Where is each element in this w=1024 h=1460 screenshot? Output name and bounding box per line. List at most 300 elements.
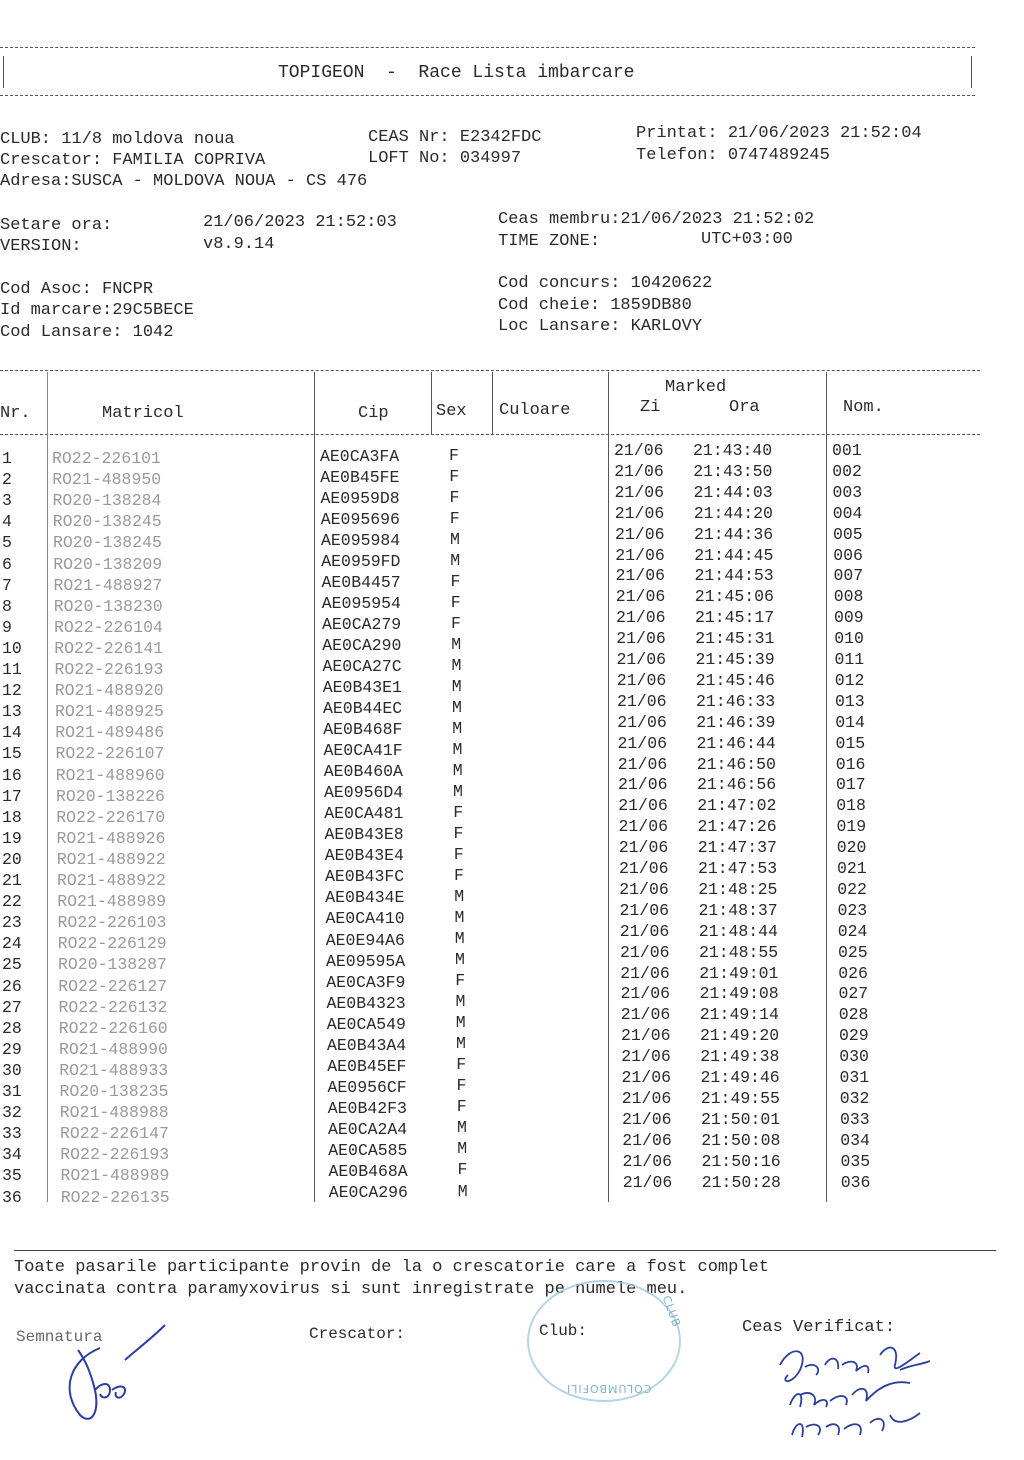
cell-cip: AE0CA41F (323, 741, 403, 761)
cell-nom: 030 (839, 1047, 869, 1067)
cell-nr: 19 (2, 828, 22, 848)
stamp-text-right: CLUB (659, 1293, 684, 1330)
cell-nr: 17 (2, 786, 22, 806)
cell-zi: 21/06 (622, 1172, 673, 1192)
cell-nom: 036 (840, 1172, 871, 1192)
cell-ora: 21:47:53 (698, 859, 778, 878)
cell-zi: 21/06 (616, 629, 666, 649)
cell-ora: 21:45:46 (695, 670, 775, 690)
cell-nom: 019 (836, 817, 867, 837)
cell-matricol: RO22-226129 (57, 934, 167, 954)
cell-nom: 032 (839, 1088, 870, 1108)
cell-zi: 21/06 (620, 963, 670, 983)
crescator-label: Crescator: (309, 1325, 406, 1343)
cell-cip: AE0B43FC (325, 867, 405, 887)
cell-cip: AE0CA3F9 (326, 972, 406, 992)
cell-matricol: RO22-226170 (56, 807, 166, 827)
cell-matricol: RO21-488988 (59, 1103, 169, 1123)
cell-ora: 21:49:20 (700, 1026, 780, 1046)
cell-matricol: RO22-226104 (54, 617, 163, 637)
cell-ora: 21:49:38 (700, 1047, 780, 1067)
setare-ora-label: Setare ora: (0, 216, 113, 235)
cell-cip: AE095696 (320, 509, 400, 529)
cell-nr: 21 (2, 871, 22, 890)
table-header-top-rule (0, 370, 980, 371)
cell-sex: M (454, 929, 465, 949)
table-row (0, 629, 1024, 660)
table-row (0, 503, 1024, 533)
cell-nr: 29 (2, 1039, 22, 1059)
ceas-nr-field: CEAS Nr: E2342FDC (368, 128, 542, 147)
col-header-culoare: Culoare (499, 401, 571, 420)
cell-ora: 21:45:39 (695, 650, 775, 669)
cell-cip: AE0E94A6 (325, 930, 405, 950)
col-header-nom: Nom. (843, 398, 884, 417)
cell-nom: 028 (838, 1005, 869, 1025)
cod-asoc-field: Cod Asoc: FNCPR (0, 280, 154, 299)
cell-nom: 006 (833, 545, 863, 565)
table-row (0, 482, 1024, 512)
cell-cip: AE0956D4 (324, 783, 404, 803)
cell-cip: AE0CA279 (322, 614, 402, 634)
cell-nr: 35 (2, 1166, 22, 1186)
cell-zi: 21/06 (617, 733, 668, 753)
cell-ora: 21:46:50 (696, 754, 776, 774)
cell-ora: 21:45:17 (695, 608, 775, 628)
cell-nr: 20 (2, 849, 22, 869)
cell-zi: 21/06 (617, 691, 667, 711)
cell-cip: AE0B42F3 (327, 1098, 407, 1118)
cell-nr: 14 (2, 723, 22, 743)
cell-sex: F (449, 445, 459, 465)
cell-matricol: RO21-488922 (56, 849, 166, 869)
cell-ora: 21:50:16 (701, 1151, 781, 1171)
cell-nom: 033 (840, 1109, 870, 1129)
printat-field: Printat: 21/06/2023 21:52:04 (636, 124, 922, 143)
cell-matricol: RO20-138287 (58, 955, 167, 975)
cell-zi: 21/06 (617, 712, 667, 732)
cell-ora: 21:45:31 (695, 629, 775, 649)
cell-nom: 034 (840, 1130, 870, 1150)
cell-ora: 21:47:02 (697, 796, 777, 816)
cell-zi: 21/06 (614, 503, 665, 523)
cell-nom: 020 (836, 838, 867, 858)
cell-cip: AE0B460A (323, 762, 403, 782)
cell-ora: 21:46:56 (697, 775, 777, 795)
cod-cheie-field: Cod cheie: 1859DB80 (498, 296, 692, 315)
cell-matricol: RO22-226103 (57, 913, 167, 933)
cell-sex: M (454, 887, 465, 907)
cell-zi: 21/06 (615, 566, 666, 586)
cell-matricol: RO22-226132 (58, 997, 168, 1017)
cell-ora: 21:48:37 (698, 900, 778, 920)
cell-sex: M (451, 677, 462, 697)
cell-ora: 21:44:36 (694, 524, 774, 544)
cell-sex: M (452, 761, 463, 781)
cell-zi: 21/06 (614, 482, 665, 502)
cell-zi: 21/06 (618, 775, 668, 795)
cell-zi: 21/06 (620, 1005, 671, 1025)
telefon-field: Telefon: 0747489245 (636, 146, 830, 165)
cell-cip: AE0B4323 (326, 993, 406, 1013)
table-row (0, 461, 1024, 491)
cell-ora: 21:50:08 (701, 1130, 781, 1150)
cell-nom: 027 (838, 984, 869, 1004)
col-header-sex: Sex (436, 402, 467, 421)
cell-sex: M (452, 740, 463, 760)
cell-nom: 025 (838, 942, 868, 962)
cell-sex: M (454, 908, 465, 928)
cell-ora: 21:46:39 (696, 712, 776, 732)
cell-nr: 24 (2, 934, 22, 954)
cell-cip: AE0CA296 (328, 1183, 408, 1202)
cell-nr: 15 (2, 744, 22, 764)
cell-nom: 001 (832, 441, 862, 460)
cell-matricol: RO21-488990 (59, 1039, 168, 1059)
cell-zi: 21/06 (621, 1088, 672, 1108)
cell-nom: 021 (837, 859, 867, 878)
cell-cip: AE0CA290 (322, 635, 402, 655)
declaration-line-1: Toate pasarile participante provin de la o crescatorie care a fost complet (14, 1258, 769, 1277)
cell-matricol: RO22-226147 (60, 1124, 169, 1144)
cell-zi: 21/06 (614, 461, 664, 481)
ceas-verificat-signatures (770, 1335, 950, 1450)
cell-cip: AE0B4457 (321, 572, 401, 592)
cell-nom: 007 (833, 566, 864, 586)
table-row (0, 587, 1024, 618)
cell-cip: AE0B43E1 (322, 678, 402, 698)
cell-ora: 21:43:40 (693, 441, 773, 460)
header-right-border (971, 56, 972, 88)
cell-matricol: RO22-226193 (54, 660, 164, 679)
cell-cip: AE0B468A (328, 1161, 408, 1181)
cell-cip: AE0959D8 (320, 488, 400, 508)
semnatura-label: Semnatura (16, 1328, 103, 1346)
cell-cip: AE0CA3FA (320, 446, 400, 466)
cell-nom: 005 (833, 524, 863, 544)
cell-zi: 21/06 (620, 984, 671, 1004)
cell-sex: F (451, 613, 461, 633)
cell-matricol: RO21-488925 (55, 702, 164, 722)
cell-nr: 10 (2, 638, 22, 658)
cell-nom: 002 (832, 461, 862, 481)
table-row (0, 524, 1024, 554)
declaration-line-2: vaccinata contra paramyxovirus si sunt inregistrate pe numele meu. (14, 1280, 688, 1299)
cell-cip: AE0956CF (327, 1077, 407, 1097)
cell-matricol: RO21-488933 (59, 1060, 169, 1080)
cell-ora: 21:47:37 (697, 838, 777, 858)
id-marcare-field: Id marcare:29C5BECE (0, 301, 194, 320)
cell-nom: 029 (839, 1026, 869, 1046)
adresa-field: Adresa:SUSCA - MOLDOVA NOUA - CS 476 (0, 172, 368, 191)
col-header-matricol: Matricol (102, 404, 184, 423)
club-label: Club: (539, 1322, 588, 1340)
cell-nom: 010 (834, 629, 864, 649)
cell-nom: 004 (832, 503, 863, 523)
col-header-zi: Zi (640, 398, 661, 417)
cell-cip: AE0B45FE (320, 467, 400, 487)
cell-matricol: RO21-488960 (55, 765, 165, 785)
cell-cip: AE09595A (326, 951, 406, 971)
cell-zi: 21/06 (615, 587, 666, 607)
cell-nr: 32 (2, 1103, 22, 1123)
cell-zi: 21/06 (618, 838, 669, 858)
stamp-text-bottom: COLUMBOFILI (566, 1382, 652, 1395)
cell-sex: F (456, 1076, 467, 1096)
cell-ora: 21:48:55 (699, 942, 779, 962)
cell-zi: 21/06 (621, 1026, 671, 1046)
cell-nom: 016 (835, 754, 866, 774)
cell-matricol: RO21-488926 (56, 828, 166, 848)
cell-ora: 21:48:25 (698, 879, 778, 899)
cell-nr: 33 (2, 1124, 22, 1144)
cell-sex: M (450, 550, 461, 570)
cell-matricol: RO21-488920 (54, 681, 164, 701)
ceas-verificat-label: Ceas Verificat: (742, 1318, 896, 1337)
loft-no-field: LOFT No: 034997 (368, 149, 522, 168)
cell-nr: 27 (2, 997, 22, 1017)
cell-matricol: RO20-138245 (52, 512, 162, 532)
cell-nr: 6 (2, 554, 12, 574)
cell-sex: M (457, 1139, 468, 1159)
cell-zi: 21/06 (622, 1130, 672, 1150)
col-header-marked: Marked (665, 378, 727, 397)
cell-matricol: RO22-226141 (54, 638, 164, 658)
cell-ora: 21:44:20 (693, 503, 773, 523)
cell-matricol: RO21-488922 (57, 871, 166, 890)
cell-ora: 21:47:26 (697, 817, 777, 837)
cell-zi: 21/06 (619, 879, 669, 899)
cell-ora: 21:50:28 (701, 1172, 781, 1192)
table-row (0, 650, 1024, 681)
cell-matricol: RO20-138209 (53, 554, 163, 574)
cell-ora: 21:49:01 (699, 963, 779, 983)
col-header-nr: Nr. (0, 404, 31, 423)
cell-sex: F (454, 866, 464, 886)
cell-matricol: RO20-138230 (53, 596, 163, 616)
setare-ora-value: 21/06/2023 21:52:03 (203, 213, 397, 232)
cell-zi: 21/06 (621, 1068, 672, 1087)
cell-zi: 21/06 (619, 921, 670, 941)
cell-nr: 9 (2, 617, 12, 637)
version-label: VERSION: (0, 237, 82, 256)
cell-sex: M (452, 719, 463, 739)
cell-sex: F (457, 1160, 468, 1180)
cell-matricol: RO21-489486 (55, 723, 165, 743)
cell-matricol: RO20-138235 (59, 1082, 169, 1101)
cell-cip: AE0CA481 (324, 804, 404, 824)
cell-cip: AE095954 (321, 593, 401, 613)
cell-ora: 21:46:44 (696, 733, 776, 753)
cell-zi: 21/06 (616, 670, 667, 690)
cell-cip: AE095984 (321, 530, 401, 550)
cell-zi: 21/06 (620, 942, 670, 962)
cell-nr: 5 (2, 533, 12, 553)
cell-sex: M (451, 656, 462, 675)
cell-nr: 23 (2, 913, 22, 933)
version-value: v8.9.14 (203, 235, 275, 254)
cell-sex: F (455, 971, 466, 991)
cell-nr: 13 (2, 702, 22, 722)
cell-sex: M (455, 950, 465, 970)
cell-sex: F (456, 1097, 467, 1117)
cell-sex: F (449, 466, 460, 486)
cell-matricol: RO20-138245 (53, 533, 162, 553)
cell-zi: 21/06 (615, 524, 665, 544)
cell-sex: F (449, 508, 460, 528)
cell-cip: AE0CA27C (322, 657, 402, 676)
cell-matricol: RO21-488989 (60, 1166, 170, 1186)
cell-cip: AE0B434E (325, 888, 405, 908)
table-header-bottom-rule (0, 434, 980, 435)
cell-sex: M (457, 1181, 468, 1201)
cell-nom: 024 (837, 921, 868, 941)
cell-nr: 7 (2, 575, 12, 595)
time-zone-label: TIME ZONE: (498, 232, 601, 251)
col-header-cip: Cip (358, 404, 389, 423)
table-row (0, 608, 1024, 639)
table-row (0, 441, 1024, 470)
header-left-border (3, 56, 4, 88)
table-row (0, 670, 1024, 702)
cell-zi: 21/06 (616, 608, 666, 628)
cell-zi: 21/06 (617, 754, 668, 774)
cell-sex: F (453, 845, 464, 865)
cell-cip: AE0B43E8 (324, 825, 404, 845)
cell-nom: 031 (839, 1068, 870, 1087)
cell-cip: AE0CA2A4 (328, 1119, 408, 1139)
cell-nom: 011 (834, 650, 865, 669)
cell-nom: 015 (835, 733, 866, 753)
cell-nr: 16 (2, 765, 22, 785)
cell-cip: AE0959FD (321, 551, 401, 571)
cell-zi: 21/06 (622, 1151, 673, 1171)
page-title: TOPIGEON - Race Lista imbarcare (278, 63, 635, 83)
cell-matricol: RO22-226107 (55, 744, 165, 764)
cell-nr: 4 (2, 512, 12, 532)
cell-matricol: RO21-488989 (57, 892, 167, 912)
cell-nom: 018 (836, 796, 866, 816)
header-top-rule (0, 47, 975, 48)
cell-ora: 21:49:55 (700, 1088, 780, 1108)
cell-ora: 21:49:14 (699, 1005, 779, 1025)
cell-nr: 26 (2, 976, 22, 996)
cell-nr: 22 (2, 892, 22, 912)
cell-nr: 8 (2, 596, 12, 616)
cell-nr: 31 (2, 1082, 22, 1101)
col-header-ora: Ora (729, 398, 760, 417)
cell-sex: M (453, 782, 463, 802)
semnatura-signature (40, 1320, 180, 1430)
cell-cip: AE0B468F (323, 720, 403, 740)
cell-cip: AE0CA585 (328, 1140, 408, 1160)
cell-ora: 21:49:08 (699, 984, 779, 1004)
cell-nr: 34 (2, 1145, 22, 1165)
col-separator-sex (492, 372, 493, 434)
cell-nom: 023 (837, 900, 868, 920)
cell-matricol: RO22-226135 (60, 1187, 170, 1207)
cell-nom: 009 (834, 608, 864, 628)
cell-matricol: RO22-226193 (60, 1145, 170, 1165)
cell-ora: 21:45:06 (694, 587, 774, 607)
cell-ora: 21:44:03 (693, 482, 773, 502)
cell-zi: 21/06 (614, 441, 664, 460)
cell-cip: AE0B45EF (327, 1056, 407, 1076)
cell-nr: 3 (2, 491, 12, 511)
cell-ora: 21:49:46 (700, 1068, 780, 1087)
cell-matricol: RO22-226101 (52, 449, 161, 468)
cell-ora: 21:44:53 (694, 566, 774, 586)
cell-cip: AE0CA410 (325, 909, 405, 929)
cell-ora: 21:48:44 (698, 921, 778, 941)
cell-sex: M (450, 529, 460, 549)
cell-zi: 21/06 (616, 650, 667, 669)
cell-sex: M (455, 992, 466, 1012)
cell-nom: 012 (834, 670, 865, 690)
cell-ora: 21:50:01 (701, 1109, 781, 1129)
cell-zi: 21/06 (622, 1109, 672, 1129)
ceas-membru-field: Ceas membru:21/06/2023 21:52:02 (498, 210, 815, 229)
cell-nr: 28 (2, 1018, 22, 1038)
crescator-field: Crescator: FAMILIA COPRIVA (0, 151, 266, 170)
cell-nr: 2 (2, 470, 12, 490)
cell-ora: 21:46:33 (696, 691, 776, 711)
footer-rule (14, 1250, 996, 1251)
cell-matricol: RO20-138226 (56, 786, 165, 806)
cell-matricol: RO20-138284 (52, 491, 162, 511)
time-zone-value: UTC+03:00 (701, 230, 793, 249)
cell-sex: F (453, 803, 464, 823)
cell-zi: 21/06 (619, 859, 669, 878)
cell-zi: 21/06 (619, 900, 670, 920)
cod-concurs-field: Cod concurs: 10420622 (498, 274, 713, 293)
cell-matricol: RO21-488950 (52, 470, 162, 490)
cell-zi: 21/06 (618, 817, 669, 837)
cell-nr: 36 (2, 1187, 22, 1207)
cell-nr: 11 (2, 660, 22, 679)
cell-sex: F (450, 592, 461, 612)
header-bottom-rule (0, 95, 975, 96)
col-separator-cip (431, 372, 432, 434)
table-row (0, 545, 1024, 576)
cell-cip: AE0B43A4 (327, 1035, 407, 1055)
cell-sex: M (457, 1118, 467, 1138)
cod-lansare-field: Cod Lansare: 1042 (0, 323, 174, 342)
cell-ora: 21:44:45 (694, 545, 774, 565)
cell-sex: F (453, 824, 464, 844)
cell-nr: 12 (2, 681, 22, 701)
cell-sex: F (456, 1055, 467, 1075)
cell-sex: F (449, 487, 460, 507)
cell-nom: 035 (840, 1151, 871, 1171)
cell-matricol: RO22-226160 (58, 1018, 168, 1038)
cell-nr: 1 (2, 449, 12, 468)
cell-nom: 003 (832, 482, 863, 502)
cell-cip: AE0B43E4 (324, 846, 404, 866)
cell-cip: AE0B44EC (323, 699, 403, 719)
loc-lansare-field: Loc Lansare: KARLOVY (498, 317, 703, 336)
cell-matricol: RO22-226127 (58, 976, 168, 996)
cell-nom: 014 (835, 712, 865, 732)
cell-zi: 21/06 (615, 545, 665, 565)
cell-zi: 21/06 (618, 796, 668, 816)
table-row (0, 566, 1024, 597)
cell-nr: 25 (2, 955, 22, 975)
cell-nom: 022 (837, 879, 867, 899)
cell-nom: 026 (838, 963, 868, 983)
cell-nr: 30 (2, 1060, 22, 1080)
cell-nr: 18 (2, 807, 22, 827)
